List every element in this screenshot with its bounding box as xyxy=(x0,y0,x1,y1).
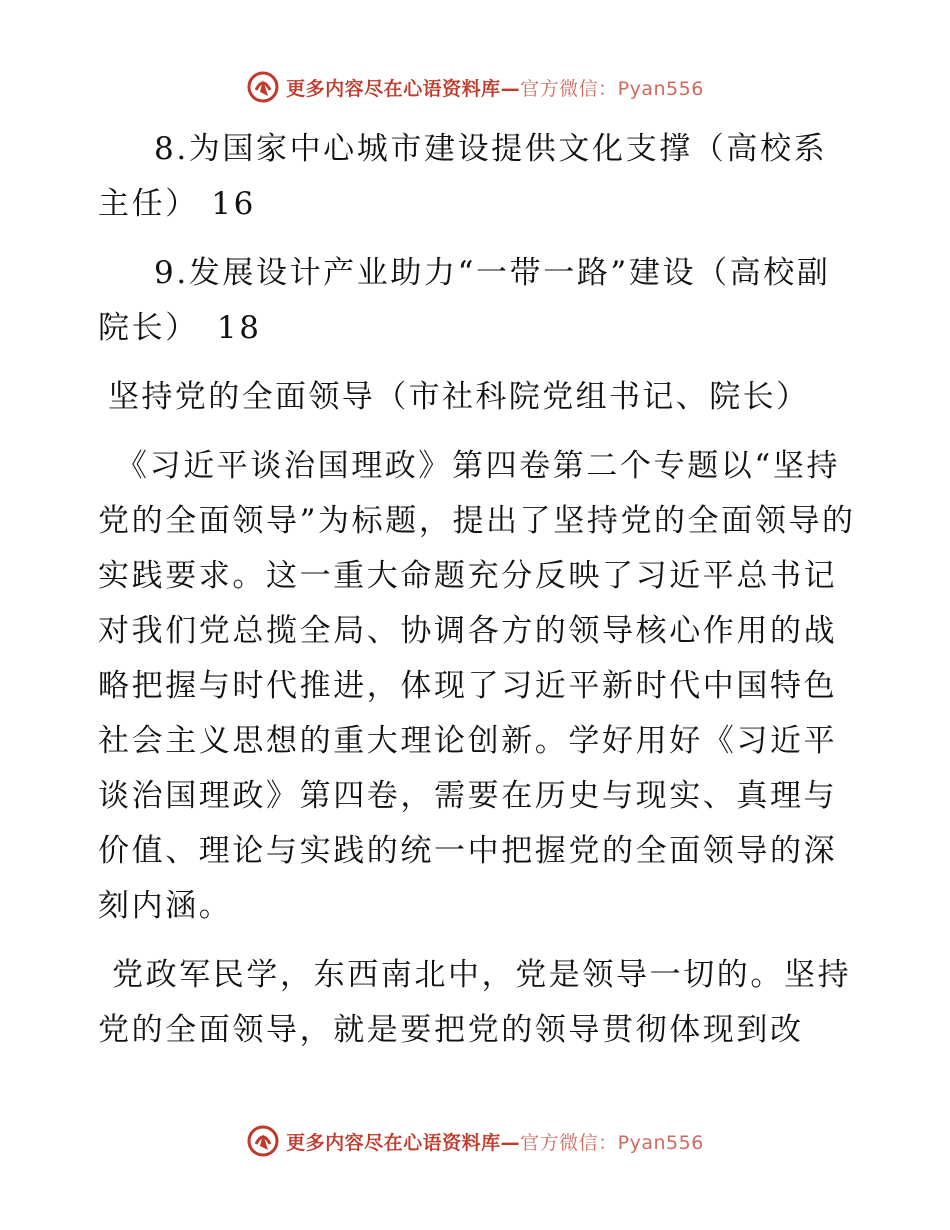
body-paragraph-2: 党政军民学，东西南北中，党是领导一切的。坚持党的全面领导，就是要把党的领导贯彻体现到改 xyxy=(98,957,852,1048)
watermark-text: 更多内容尽在心语资料库—官方微信：Pyan556 xyxy=(286,1131,704,1154)
toc-entry-8: 8.为国家中心城市建设提供文化支撑（高校系主任） 16 xyxy=(98,131,828,222)
heart-pen-icon xyxy=(246,1124,280,1158)
section-title: 坚持党的全面领导（市社科院党组书记、院长） xyxy=(108,379,810,415)
body-paragraph-1: 《习近平谈治国理政》第四卷第二个专题以“坚持党的全面领导”为标题，提出了坚持党的全面领导的实践要求。这一重大命题充分反映了习近平总书记对我们党总揽全局、协调各方的领导核心作用的战略把握与时代推进，体现了习近平新时代中国特色社会主义思想的重大理论创新。学好用好《习近平谈治国理政》第四卷，需要在历史与现实、真理与价值、理论与实践的统一中把握党的全面领导的深刻内涵。 xyxy=(98,448,856,924)
toc-entry-9: 9.发展设计产业助力“一带一路”建设（高校副院长） 18 xyxy=(98,255,831,346)
heart-pen-icon xyxy=(246,70,280,104)
header-watermark xyxy=(0,70,950,104)
watermark-text: 更多内容尽在心语资料库—官方微信：Pyan556 xyxy=(286,77,704,100)
document-body xyxy=(98,122,858,1058)
footer-watermark xyxy=(0,1124,950,1158)
